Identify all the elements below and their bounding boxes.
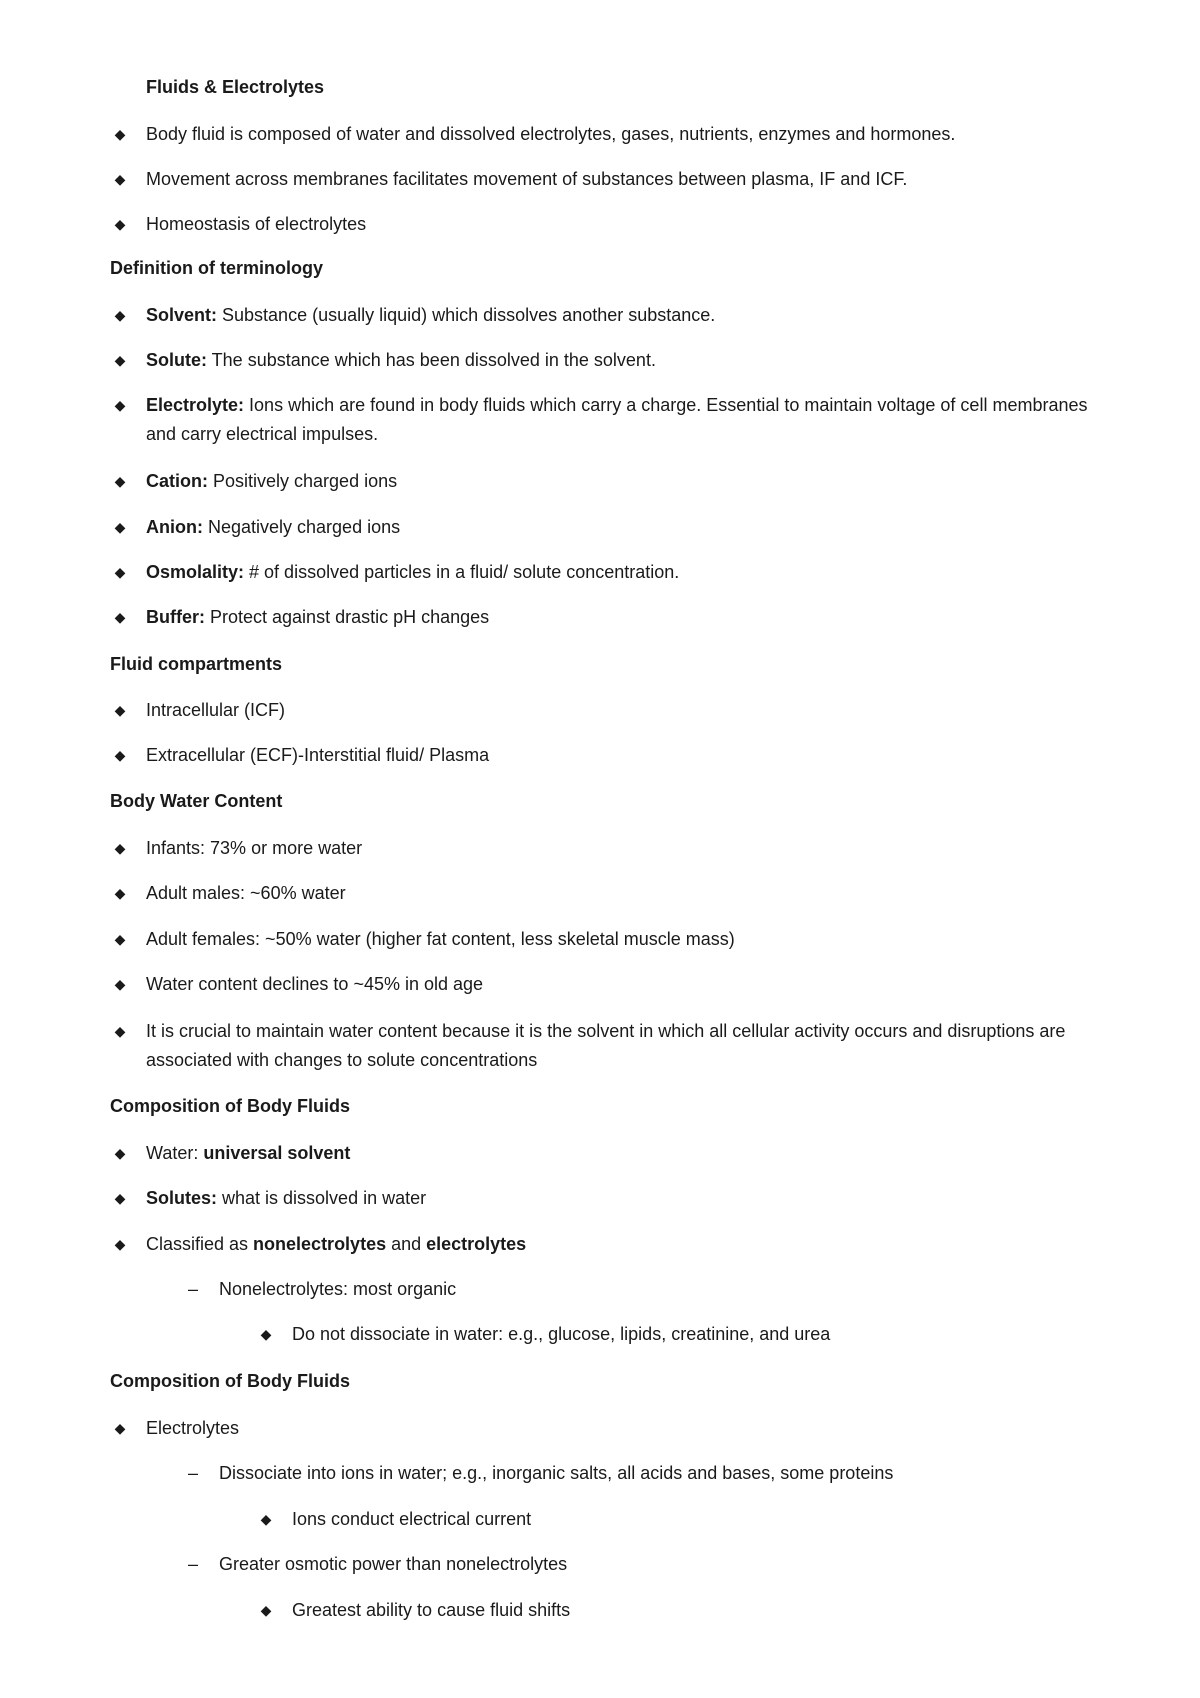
bullet-icon: ◆	[114, 931, 126, 947]
section-heading-water-content: Body Water Content	[110, 791, 283, 811]
item-text: Extracellular (ECF)-Interstitial fluid/ Plasma	[146, 745, 490, 765]
list-item	[114, 925, 1106, 954]
section-heading-composition: Composition of Body Fluids	[110, 1096, 350, 1116]
bullet-icon: ◆	[260, 1602, 272, 1618]
list-item	[114, 1414, 1106, 1443]
bullet-icon: ◆	[260, 1326, 272, 1342]
sub-list-item	[187, 1550, 1119, 1579]
item-text: It is crucial to maintain water content because it is the solvent in which all cellular activity occurs and disruptions are associated with changes to solute concentrations	[146, 1021, 1066, 1070]
item-text: Adult females: ~50% water (higher fat content, less skeletal muscle mass)	[146, 929, 735, 949]
item-bold-text: electrolytes	[426, 1234, 527, 1254]
section-heading-definitions: Definition of terminology	[110, 258, 323, 278]
term-label: Osmolality:	[146, 562, 245, 582]
item-text: Do not dissociate in water: e.g., glucose, lipids, creatinine, and urea	[292, 1324, 831, 1344]
list-item	[114, 1230, 1106, 1259]
bullet-icon: ◆	[114, 352, 126, 368]
item-text: Nonelectrolytes: most organic	[219, 1279, 457, 1299]
dash-icon: –	[187, 1279, 198, 1299]
term-definition: Substance (usually liquid) which dissolves another substance.	[217, 305, 716, 325]
term-definition: The substance which has been dissolved in the solvent.	[207, 350, 656, 370]
list-item	[114, 301, 1106, 330]
term-label: Buffer:	[146, 607, 205, 627]
item-text: Homeostasis of electrolytes	[146, 214, 367, 234]
bullet-icon: ◆	[114, 126, 126, 142]
list-item	[114, 1184, 1106, 1213]
item-text: Greatest ability to cause fluid shifts	[292, 1600, 571, 1620]
bullet-icon: ◆	[114, 840, 126, 856]
item-text: Ions conduct electrical current	[292, 1509, 532, 1529]
bullet-icon: ◆	[114, 564, 126, 580]
bullet-icon: ◆	[114, 397, 126, 413]
item-text: and	[386, 1234, 427, 1254]
section-heading-compartments: Fluid compartments	[110, 654, 283, 674]
dash-icon: –	[187, 1463, 198, 1483]
bullet-icon: ◆	[114, 702, 126, 718]
bullet-icon: ◆	[114, 1190, 126, 1206]
bullet-icon: ◆	[114, 307, 126, 323]
list-item	[114, 741, 1106, 770]
bullet-icon: ◆	[114, 1023, 126, 1039]
list-item	[114, 879, 1106, 908]
term-definition: Ions which are found in body fluids which carry a charge. Essential to maintain voltage of cell membranes and carry electrical impulses.	[146, 395, 1088, 444]
bullet-icon: ◆	[114, 976, 126, 992]
term-definition: # of dissolved particles in a fluid/ solute concentration.	[244, 562, 680, 582]
bullet-icon: ◆	[114, 1145, 126, 1161]
document-title: Fluids & Electrolytes	[146, 77, 325, 97]
sub-list-item	[187, 1275, 1119, 1304]
list-item	[114, 603, 1106, 632]
item-text: Movement across membranes facilitates movement of substances between plasma, IF and ICF.	[146, 169, 908, 189]
bullet-icon: ◆	[114, 1236, 126, 1252]
list-item	[114, 513, 1106, 542]
sub-sub-list-item	[260, 1596, 1152, 1625]
term-label: Solvent:	[146, 305, 218, 325]
list-item	[114, 1017, 1106, 1075]
item-text: Body fluid is composed of water and dissolved electrolytes, gases, nutrients, enzymes and hormones.	[146, 124, 956, 144]
bullet-icon: ◆	[114, 885, 126, 901]
bullet-icon: ◆	[114, 1420, 126, 1436]
dash-icon: –	[187, 1554, 198, 1574]
item-text: Water:	[146, 1143, 204, 1163]
bullet-icon: ◆	[114, 519, 126, 535]
term-definition: Protect against drastic pH changes	[205, 607, 490, 627]
item-text: Water content declines to ~45% in old age	[146, 974, 484, 994]
bullet-icon: ◆	[114, 609, 126, 625]
term-definition: Positively charged ions	[208, 471, 398, 491]
term-label: Anion:	[146, 517, 203, 537]
list-item	[114, 467, 1106, 496]
item-bold-text: nonelectrolytes	[253, 1234, 387, 1254]
list-item	[114, 970, 1106, 999]
list-item	[114, 1139, 1106, 1168]
bullet-icon: ◆	[114, 473, 126, 489]
list-item	[114, 834, 1106, 863]
item-text: Electrolytes	[146, 1418, 240, 1438]
term-definition: what is dissolved in water	[217, 1188, 427, 1208]
item-text: Adult males: ~60% water	[146, 883, 346, 903]
sub-list-item	[187, 1459, 1119, 1488]
item-text: Classified as	[146, 1234, 254, 1254]
term-definition: Negatively charged ions	[202, 517, 401, 537]
bullet-icon: ◆	[114, 216, 126, 232]
bullet-icon: ◆	[114, 747, 126, 763]
section-heading-composition-2: Composition of Body Fluids	[110, 1371, 350, 1391]
sub-sub-list-item	[260, 1505, 1152, 1534]
list-item	[114, 120, 1106, 149]
item-text: Dissociate into ions in water; e.g., inorganic salts, all acids and bases, some proteins	[219, 1463, 894, 1483]
item-bold-text: universal solvent	[203, 1143, 351, 1163]
item-text: Greater osmotic power than nonelectrolytes	[219, 1554, 568, 1574]
bullet-icon: ◆	[260, 1511, 272, 1527]
list-item	[114, 210, 1106, 239]
term-label: Solute:	[146, 350, 207, 370]
sub-sub-list-item	[260, 1320, 1152, 1349]
list-item	[114, 391, 1106, 449]
term-label: Cation:	[146, 471, 208, 491]
list-item	[114, 558, 1106, 587]
term-label: Solutes:	[146, 1188, 218, 1208]
item-text: Intracellular (ICF)	[146, 700, 286, 720]
list-item	[114, 696, 1106, 725]
item-text: Infants: 73% or more water	[146, 838, 363, 858]
bullet-icon: ◆	[114, 171, 126, 187]
list-item	[114, 346, 1106, 375]
list-item	[114, 165, 1106, 194]
term-label: Electrolyte:	[146, 395, 245, 415]
